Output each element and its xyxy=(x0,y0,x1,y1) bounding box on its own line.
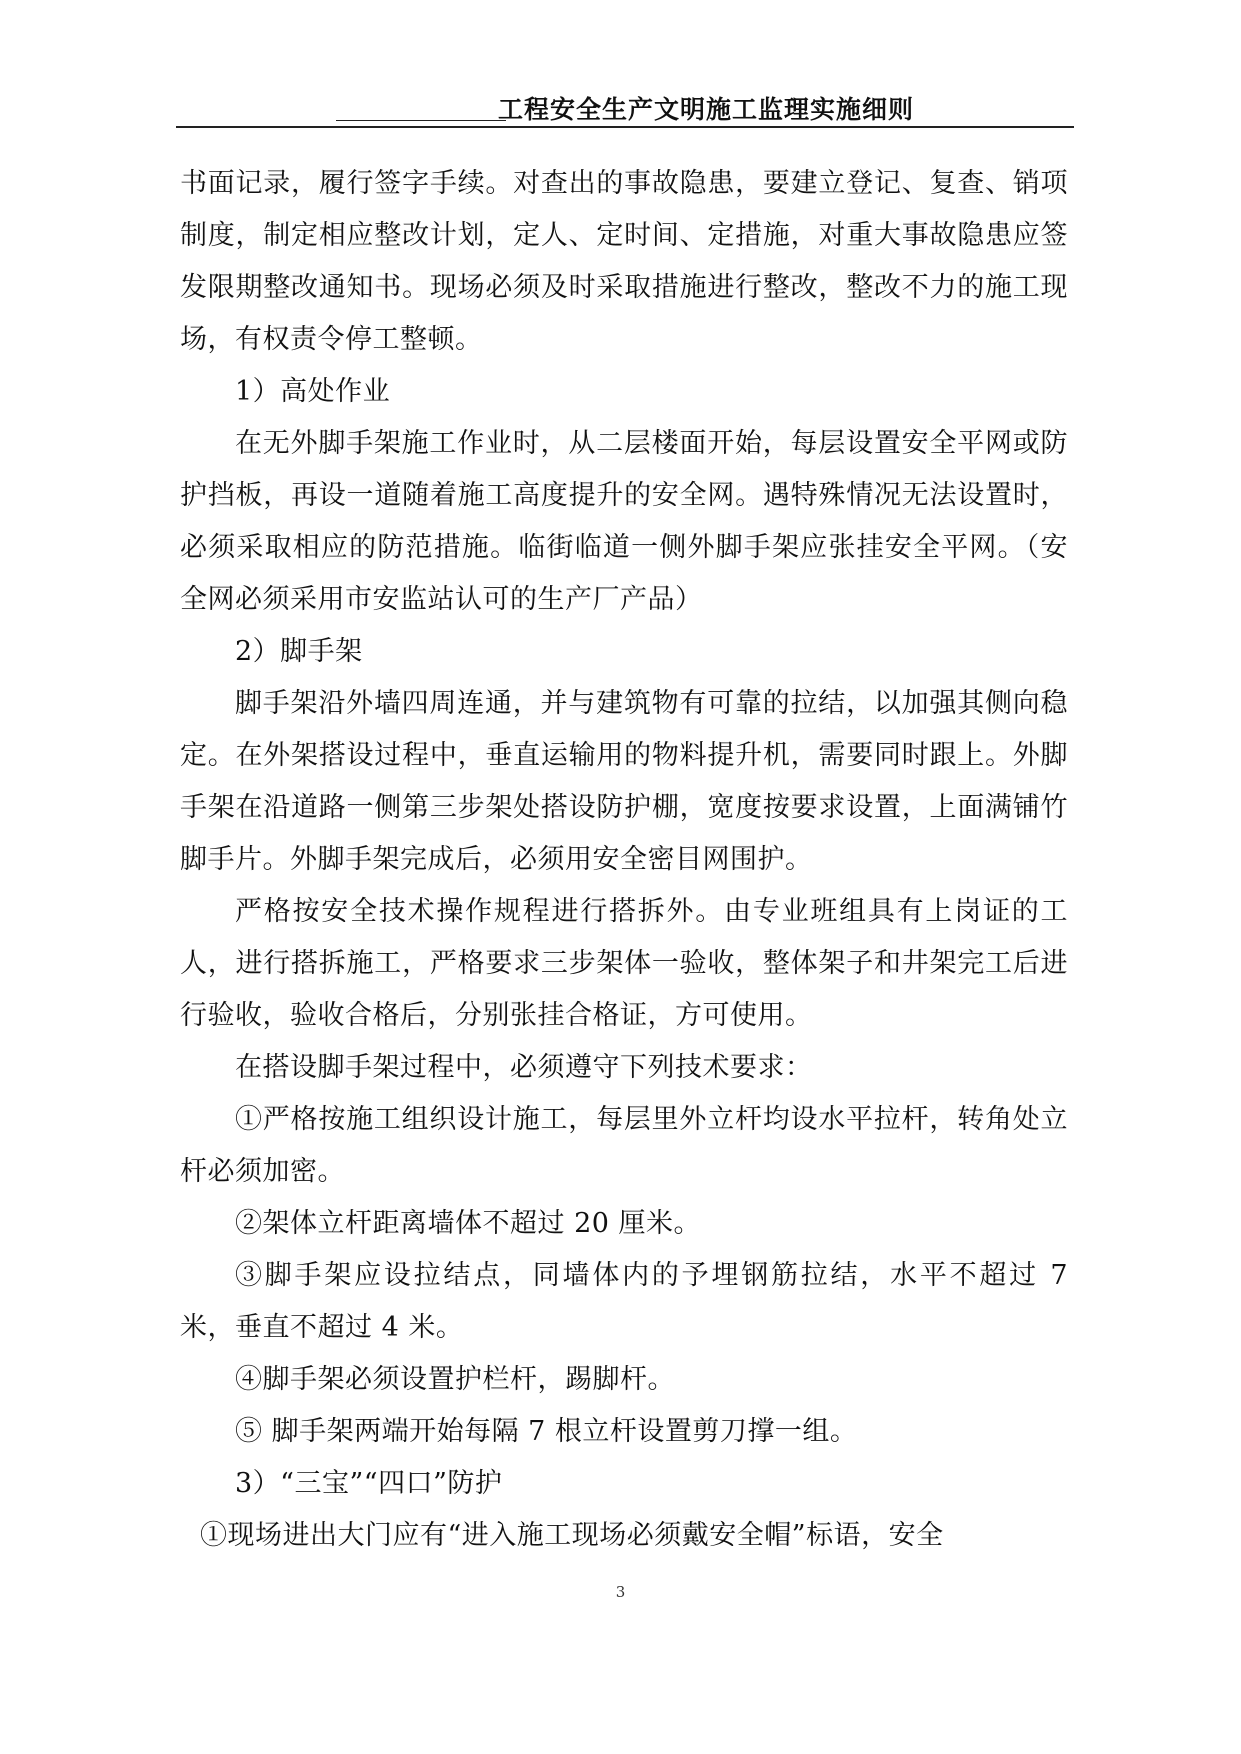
header-title: 工程安全生产文明施工监理实施细则 xyxy=(497,95,914,124)
list-item-1: ①严格按施工组织设计施工，每层里外立杆均设水平拉杆，转角处立杆必须加密。 xyxy=(180,1104,1068,1187)
header-blank-line xyxy=(336,120,506,121)
section-heading-high-work: 1）高处作业 xyxy=(235,376,391,407)
paragraph-scaffold-rules: 严格按安全技术操作规程进行搭拆外。由专业班组具有上岗证的工人，进行搭拆施工，严格要求三步架体一验收，整体架子和井架完工后进行验收，验收合格后，分别张挂合格证，方可使用。 xyxy=(180,896,1068,1031)
list-item-4: ④脚手架必须设置护栏杆，踢脚杆。 xyxy=(235,1364,675,1395)
paragraph-protection: ①现场进出大门应有“进入施工现场必须戴安全帽”标语，安全 xyxy=(200,1520,944,1551)
list-item-3: ③脚手架应设拉结点，同墙体内的予埋钢筋拉结，水平不超过 7 米，垂直不超过 4 米。 xyxy=(180,1260,1068,1343)
section-heading-scaffold: 2）脚手架 xyxy=(235,636,363,667)
document-body xyxy=(180,158,1068,1562)
paragraph-high-work: 在无外脚手架施工作业时，从二层楼面开始，每层设置安全平网或防护挡板，再设一道随着施工高度提升的安全网。遇特殊情况无法设置时，必须采取相应的防范措施。临街临道一侧外脚手架应张挂安全平网。（安全网必须采用市安监站认可的生产厂产品） xyxy=(180,428,1068,615)
paragraph-continuation: 书面记录，履行签字手续。对查出的事故隐患，要建立登记、复查、销项制度，制定相应整改计划，定人、定时间、定措施，对重大事故隐患应签发限期整改通知书。现场必须及时采取措施进行整改，整改不力的施工现场，有权责令停工整顿。 xyxy=(180,168,1068,355)
page-number: 3 xyxy=(615,1583,626,1601)
section-heading-protection: 3）“三宝”“四口”防护 xyxy=(235,1468,503,1499)
list-item-5: ⑤ 脚手架两端开始每隔 7 根立杆设置剪刀撑一组。 xyxy=(235,1416,858,1447)
page-header xyxy=(176,84,1074,128)
paragraph-tech-requirements: 在搭设脚手架过程中，必须遵守下列技术要求： xyxy=(235,1052,813,1083)
paragraph-scaffold: 脚手架沿外墙四周连通，并与建筑物有可靠的拉结，以加强其侧向稳定。在外架搭设过程中，垂直运输用的物料提升机，需要同时跟上。外脚手架在沿道路一侧第三步架处搭设防护棚，宽度按要求设置，上面满铺竹脚手片。外脚手架完成后，必须用安全密目网围护。 xyxy=(180,688,1068,875)
list-item-2: ②架体立杆距离墙体不超过 20 厘米。 xyxy=(235,1208,702,1239)
